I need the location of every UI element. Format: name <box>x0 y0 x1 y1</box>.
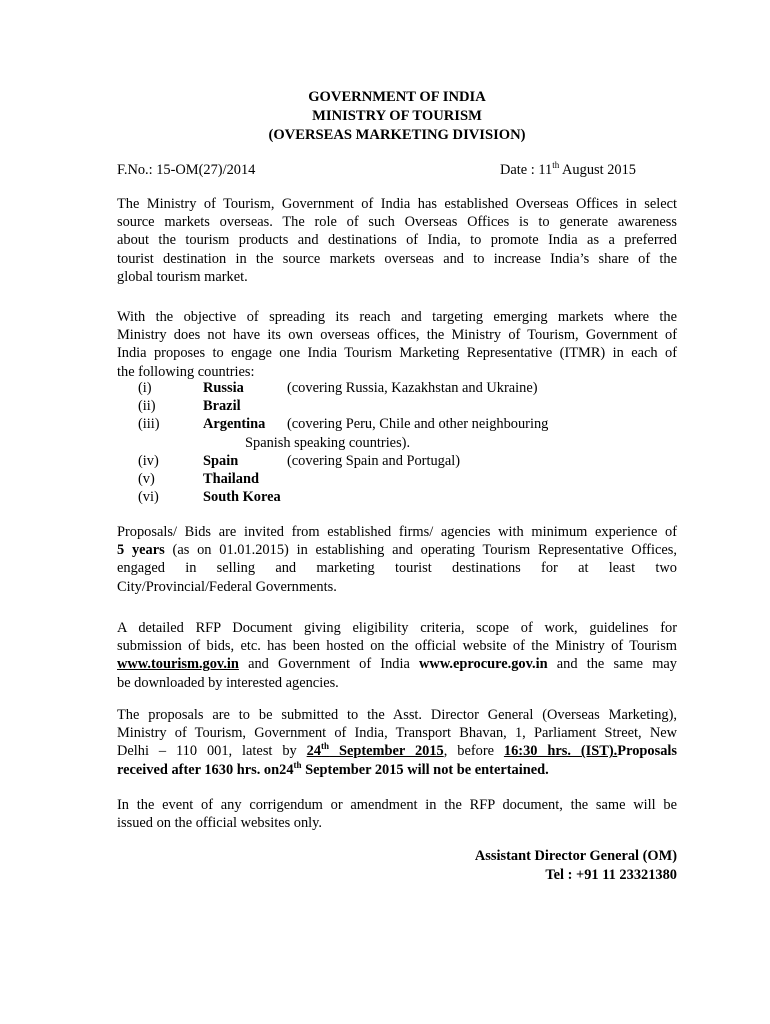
text-span: (as on 01.01.2015) in establishing and operating Tourism Representative Offices, <box>164 542 677 559</box>
letter-date <box>500 161 636 179</box>
text-line: With the objective of spreading its reach and targeting emerging markets where the <box>117 309 677 325</box>
deadline-month-year: September 2015 <box>329 743 444 760</box>
paragraph-proposals <box>117 523 677 596</box>
signatory-title: Assistant Director General (OM) <box>474 848 677 864</box>
item-number: (i) <box>138 380 152 396</box>
list-item <box>117 415 677 433</box>
country-name: Brazil <box>203 398 241 415</box>
country-name: Spain <box>203 452 239 469</box>
text-line: The Ministry of Tourism, Government of India has established Overseas Offices in select <box>117 196 677 212</box>
text-line: tourist destination in the source markets overseas and to increase India’s share of the <box>117 250 677 267</box>
text-line: Ministry does not have its own overseas offices, the Ministry of Tourism, Government of <box>117 327 677 344</box>
text-line: In the event of any corrigendum or amendment in the RFP document, the same will be <box>117 797 677 813</box>
list-item <box>117 488 677 506</box>
deadline-date <box>307 743 444 759</box>
header-government: GOVERNMENT OF INDIA <box>308 89 486 105</box>
date-suffix: August 2015 <box>559 162 636 178</box>
eprocure-website-link[interactable]: www.eprocure.gov.in <box>419 656 548 673</box>
list-item <box>117 452 677 470</box>
list-item <box>117 379 677 397</box>
date-sup: th <box>552 160 560 170</box>
item-number: (vi) <box>138 489 159 506</box>
coverage-note: Spanish speaking countries). <box>245 434 411 451</box>
text-sup: th <box>293 759 302 770</box>
coverage-note: (covering Peru, Chile and other neighbouring <box>287 416 549 433</box>
coverage-note: (covering Russia, Kazakhstan and Ukraine) <box>287 380 538 396</box>
experience-years: 5 years <box>117 542 165 559</box>
text-span: and the same may <box>547 656 677 673</box>
text-line: Proposals/ Bids are invited from established firms/ agencies with minimum experience of <box>117 524 677 540</box>
letter-header <box>0 88 770 145</box>
item-number: (ii) <box>138 398 156 415</box>
country-name: Argentina <box>203 416 266 433</box>
list-item-continuation <box>117 434 677 452</box>
date-prefix: Date : 11 <box>500 162 553 178</box>
text-line: about the tourism products and destinations of India, to promote India as a preferred <box>117 232 677 249</box>
text-line: Ministry of Tourism, Government of India, Transport Bhavan, 1, Parliament Street, New <box>117 725 677 742</box>
text-line: India proposes to engage one India Tourism Marketing Representative (ITMR) in each of <box>117 345 677 362</box>
item-number: (iv) <box>138 452 159 469</box>
item-number: (v) <box>138 470 155 487</box>
text-span: September 2015 will not be entertained. <box>301 761 549 778</box>
text-line <box>117 541 677 559</box>
text-line: submission of bids, etc. has been hosted on the official website of the Ministry of Tourism <box>117 638 677 655</box>
text-span: , before <box>443 743 504 760</box>
text-line <box>117 761 677 779</box>
text-line: The proposals are to be submitted to the Asst. Director General (Overseas Marketing), <box>117 707 677 723</box>
text-line: be downloaded by interested agencies. <box>117 674 339 691</box>
country-name: Thailand <box>203 470 259 487</box>
file-number: F.No.: 15-OM(27)/2014 <box>117 162 256 178</box>
late-notice <box>117 759 549 778</box>
header-ministry: MINISTRY OF TOURISM <box>312 108 482 124</box>
deadline-time: 16:30 hrs. (IST). <box>503 743 618 760</box>
text-span: Proposals <box>617 743 677 760</box>
text-span: Delhi – 110 001, latest by <box>117 743 307 760</box>
paragraph-objective <box>117 308 677 381</box>
paragraph-rfp <box>117 619 677 692</box>
deadline-sup: th <box>321 741 330 752</box>
coverage-note: (covering Spain and Portugal) <box>287 452 461 469</box>
text-line <box>117 655 677 673</box>
text-line: issued on the official websites only. <box>117 815 323 832</box>
text-line: global tourism market. <box>117 268 248 285</box>
country-name: South Korea <box>203 489 281 506</box>
text-line: A detailed RFP Document giving eligibility criteria, scope of work, guidelines for <box>117 620 677 636</box>
country-list <box>117 379 677 506</box>
text-line <box>117 742 677 760</box>
text-line: the following countries: <box>117 363 255 380</box>
country-name: Russia <box>203 380 244 396</box>
signatory-phone: Tel : +91 11 23321380 <box>545 866 677 883</box>
paragraph-submission <box>117 706 677 779</box>
text-line: source markets overseas. The role of such Overseas Offices is to generate awareness <box>117 214 677 231</box>
text-span: received after 1630 hrs. on24 <box>117 761 294 778</box>
tourism-website-link[interactable]: www.tourism.gov.in <box>117 656 239 673</box>
signature-block <box>475 847 677 884</box>
paragraph-intro <box>117 195 677 286</box>
deadline-day: 24 <box>306 743 322 760</box>
text-span: and Government of India <box>238 656 420 673</box>
item-number: (iii) <box>138 416 160 433</box>
list-item <box>117 470 677 488</box>
header-division: (OVERSEAS MARKETING DIVISION) <box>268 127 526 143</box>
list-item <box>117 397 677 415</box>
text-line: City/Provincial/Federal Governments. <box>117 578 337 595</box>
reference-line <box>117 161 677 181</box>
text-line: engaged in selling and marketing tourist destinations for at least two <box>117 560 677 577</box>
paragraph-corrigendum <box>117 796 677 832</box>
